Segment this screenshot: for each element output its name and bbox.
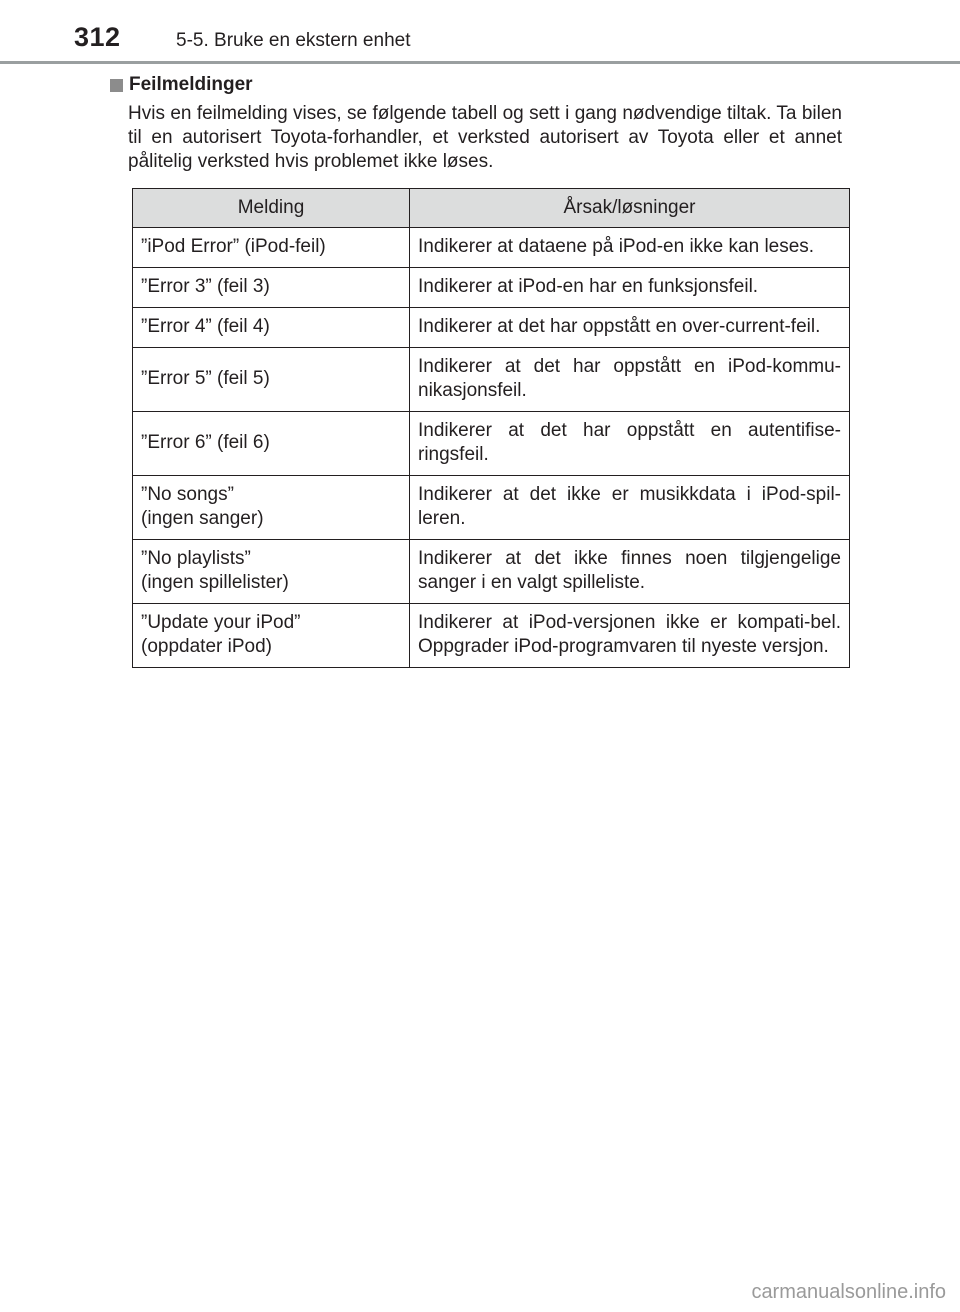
message-cell: ”No songs” (ingen sanger) bbox=[133, 476, 410, 540]
footer-watermark[interactable]: carmanualsonline.info bbox=[751, 1281, 946, 1303]
table-header-row bbox=[133, 189, 850, 228]
message-cell: ”Update your iPod” (oppdater iPod) bbox=[133, 604, 410, 668]
header-rule bbox=[0, 61, 960, 64]
table-row bbox=[133, 348, 850, 412]
cause-cell: Indikerer at iPod-versjonen ikke er kompati-bel. Oppgrader iPod-programvaren til nyeste versjon. bbox=[410, 604, 850, 668]
column-header-cause: Årsak/løsninger bbox=[410, 189, 850, 228]
message-cell: ”No playlists” (ingen spillelister) bbox=[133, 540, 410, 604]
page-number: 312 bbox=[74, 22, 121, 52]
cause-cell: Indikerer at dataene på iPod-en ikke kan leses. bbox=[410, 228, 850, 268]
column-header-message: Melding bbox=[133, 189, 410, 228]
table-row bbox=[133, 228, 850, 268]
table-row bbox=[133, 604, 850, 668]
cause-cell: Indikerer at det har oppstått en iPod-kommu-nikasjonsfeil. bbox=[410, 348, 850, 412]
table-row bbox=[133, 268, 850, 308]
section-heading bbox=[110, 74, 253, 96]
table-row bbox=[133, 308, 850, 348]
message-cell: ”iPod Error” (iPod-feil) bbox=[133, 228, 410, 268]
message-cell: ”Error 6” (feil 6) bbox=[133, 412, 410, 476]
message-cell: ”Error 3” (feil 3) bbox=[133, 268, 410, 308]
cause-cell: Indikerer at det har oppstått en autentifise-ringsfeil. bbox=[410, 412, 850, 476]
error-message-table bbox=[132, 188, 850, 668]
table-row bbox=[133, 476, 850, 540]
message-cell: ”Error 5” (feil 5) bbox=[133, 348, 410, 412]
cause-cell: Indikerer at det ikke finnes noen tilgjengelige sanger i en valgt spilleliste. bbox=[410, 540, 850, 604]
chapter-title: 5-5. Bruke en ekstern enhet bbox=[176, 30, 411, 51]
table-row bbox=[133, 412, 850, 476]
intro-paragraph: Hvis en feilmelding vises, se følgende tabell og sett i gang nødvendige tiltak. Ta bilen til en autorisert Toyota-forhandler, et verksted autorisert av Toyota eller et annet pålitelig verksted hvis problemet ikke løses. bbox=[128, 103, 842, 172]
cause-cell: Indikerer at iPod-en har en funksjonsfeil. bbox=[410, 268, 850, 308]
section-heading-text: Feilmeldinger bbox=[129, 74, 253, 95]
square-bullet-icon bbox=[110, 79, 123, 92]
cause-cell: Indikerer at det har oppstått en over-current-feil. bbox=[410, 308, 850, 348]
table-row bbox=[133, 540, 850, 604]
message-cell: ”Error 4” (feil 4) bbox=[133, 308, 410, 348]
cause-cell: Indikerer at det ikke er musikkdata i iPod-spil-leren. bbox=[410, 476, 850, 540]
